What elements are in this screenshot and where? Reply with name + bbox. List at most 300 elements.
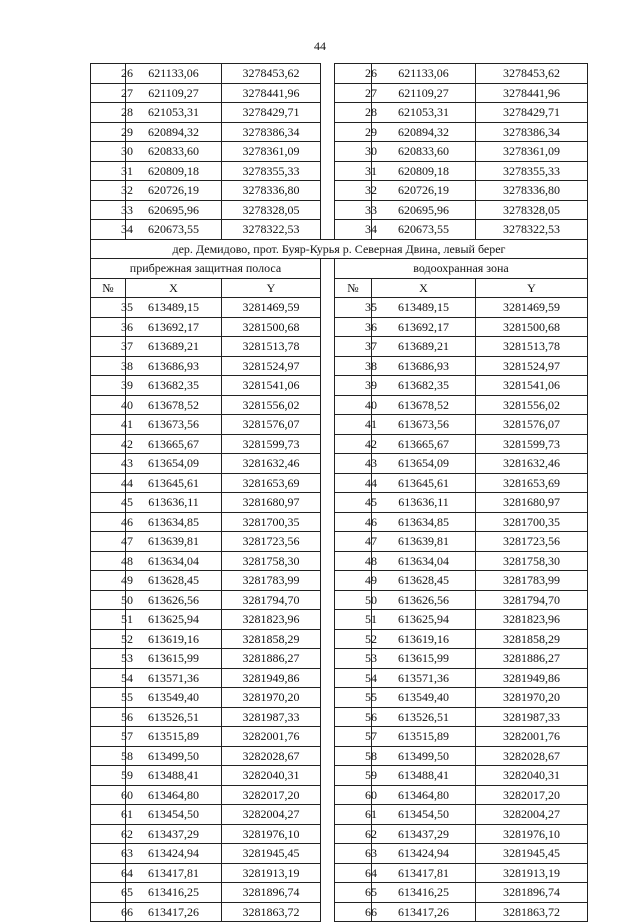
x-coordinate-right: 613416,25 xyxy=(372,883,476,903)
point-number-right: 29 xyxy=(335,122,372,142)
x-coordinate-left: 613686,93 xyxy=(126,356,222,376)
table-row xyxy=(91,590,588,610)
y-coordinate-right: 3282040,31 xyxy=(476,766,588,786)
point-number-left: 60 xyxy=(91,785,126,805)
table-row xyxy=(91,727,588,747)
x-coordinate-right: 613488,41 xyxy=(372,766,476,786)
table-row xyxy=(91,532,588,552)
x-coordinate-right: 613636,11 xyxy=(372,493,476,513)
point-number-left: 38 xyxy=(91,356,126,376)
x-coordinate-right: 613417,81 xyxy=(372,863,476,883)
x-coordinate-left: 620833,60 xyxy=(126,142,222,162)
point-number-left: 56 xyxy=(91,707,126,727)
point-number-left: 32 xyxy=(91,181,126,201)
column-gap xyxy=(321,142,335,162)
point-number-right: 47 xyxy=(335,532,372,552)
x-coordinate-right: 613499,50 xyxy=(372,746,476,766)
point-number-right: 52 xyxy=(335,629,372,649)
table-row xyxy=(91,161,588,181)
point-number-right: 34 xyxy=(335,220,372,240)
point-number-right: 48 xyxy=(335,551,372,571)
column-gap xyxy=(321,785,335,805)
table-row xyxy=(91,668,588,688)
table-row xyxy=(91,103,588,123)
y-coordinate-left: 3281863,72 xyxy=(222,902,321,922)
y-coordinate-left: 3282017,20 xyxy=(222,785,321,805)
column-gap xyxy=(321,844,335,864)
x-coordinate-left: 613665,67 xyxy=(126,434,222,454)
column-gap xyxy=(321,727,335,747)
column-gap xyxy=(321,103,335,123)
x-coordinate-right: 613673,56 xyxy=(372,415,476,435)
x-coordinate-right: 613665,67 xyxy=(372,434,476,454)
point-number-left: 44 xyxy=(91,473,126,493)
column-gap xyxy=(321,220,335,240)
table-row xyxy=(91,64,588,84)
point-number-right: 62 xyxy=(335,824,372,844)
y-coordinate-right: 3281858,29 xyxy=(476,629,588,649)
point-number-left: 59 xyxy=(91,766,126,786)
point-number-right: 50 xyxy=(335,590,372,610)
point-number-left: 62 xyxy=(91,824,126,844)
table-row xyxy=(91,863,588,883)
x-coordinate-right: 620894,32 xyxy=(372,122,476,142)
y-coordinate-right: 3282004,27 xyxy=(476,805,588,825)
y-coordinate-left: 3281680,97 xyxy=(222,493,321,513)
y-coordinate-left: 3281758,30 xyxy=(222,551,321,571)
y-coordinate-right: 3278453,62 xyxy=(476,64,588,84)
point-number-left: 41 xyxy=(91,415,126,435)
column-gap xyxy=(321,805,335,825)
x-coordinate-left: 621133,06 xyxy=(126,64,222,84)
point-number-right: 61 xyxy=(335,805,372,825)
y-coordinate-left: 3281541,06 xyxy=(222,376,321,396)
column-gap xyxy=(321,746,335,766)
x-coordinate-left: 613571,36 xyxy=(126,668,222,688)
y-coordinate-left: 3282004,27 xyxy=(222,805,321,825)
point-number-left: 47 xyxy=(91,532,126,552)
y-coordinate-right: 3281469,59 xyxy=(476,298,588,318)
table-row xyxy=(91,493,588,513)
x-coordinate-right: 613628,45 xyxy=(372,571,476,591)
point-number-left: 34 xyxy=(91,220,126,240)
x-coordinate-left: 613499,50 xyxy=(126,746,222,766)
point-number-right: 56 xyxy=(335,707,372,727)
y-coordinate-right: 3278441,96 xyxy=(476,83,588,103)
point-number-left: 53 xyxy=(91,649,126,669)
x-coordinate-right: 613424,94 xyxy=(372,844,476,864)
point-number-right: 65 xyxy=(335,883,372,903)
x-coordinate-right: 613526,51 xyxy=(372,707,476,727)
x-coordinate-right: 613464,80 xyxy=(372,785,476,805)
column-gap xyxy=(321,668,335,688)
column-gap xyxy=(321,493,335,513)
x-coordinate-left: 613636,11 xyxy=(126,493,222,513)
column-gap xyxy=(321,64,335,84)
y-coordinate-right: 3281500,68 xyxy=(476,317,588,337)
column-gap xyxy=(321,883,335,903)
x-coordinate-right: 620726,19 xyxy=(372,181,476,201)
column-gap xyxy=(321,278,335,298)
x-coordinate-left: 613673,56 xyxy=(126,415,222,435)
x-coordinate-right: 613417,26 xyxy=(372,902,476,922)
table-row xyxy=(91,805,588,825)
point-number-left: 31 xyxy=(91,161,126,181)
y-coordinate-right: 3281913,19 xyxy=(476,863,588,883)
y-coordinate-left: 3281632,46 xyxy=(222,454,321,474)
y-coordinate-left: 3281945,45 xyxy=(222,844,321,864)
y-coordinate-left: 3281500,68 xyxy=(222,317,321,337)
table-row xyxy=(91,317,588,337)
point-number-left: 36 xyxy=(91,317,126,337)
point-number-right: 36 xyxy=(335,317,372,337)
point-number-right: 41 xyxy=(335,415,372,435)
column-gap xyxy=(321,317,335,337)
y-coordinate-right: 3281896,74 xyxy=(476,883,588,903)
y-coordinate-left: 3281576,07 xyxy=(222,415,321,435)
table-row xyxy=(91,512,588,532)
y-coordinate-right: 3281541,06 xyxy=(476,376,588,396)
column-gap xyxy=(321,707,335,727)
table-row xyxy=(91,337,588,357)
x-coordinate-right: 613682,35 xyxy=(372,376,476,396)
point-number-right: 32 xyxy=(335,181,372,201)
header-y-left: Y xyxy=(222,278,321,298)
x-coordinate-right: 613454,50 xyxy=(372,805,476,825)
column-gap xyxy=(321,122,335,142)
y-coordinate-right: 3281987,33 xyxy=(476,707,588,727)
x-coordinate-left: 620673,55 xyxy=(126,220,222,240)
y-coordinate-right: 3281794,70 xyxy=(476,590,588,610)
point-number-left: 55 xyxy=(91,688,126,708)
point-number-right: 40 xyxy=(335,395,372,415)
x-coordinate-left: 613682,35 xyxy=(126,376,222,396)
header-number-left: № xyxy=(91,278,126,298)
table-row xyxy=(91,551,588,571)
x-coordinate-left: 621053,31 xyxy=(126,103,222,123)
x-coordinate-left: 613417,81 xyxy=(126,863,222,883)
point-number-left: 49 xyxy=(91,571,126,591)
x-coordinate-left: 613489,15 xyxy=(126,298,222,318)
point-number-left: 37 xyxy=(91,337,126,357)
x-coordinate-right: 613686,93 xyxy=(372,356,476,376)
x-coordinate-left: 613488,41 xyxy=(126,766,222,786)
x-coordinate-left: 620894,32 xyxy=(126,122,222,142)
point-number-left: 43 xyxy=(91,454,126,474)
point-number-right: 30 xyxy=(335,142,372,162)
x-coordinate-left: 613654,09 xyxy=(126,454,222,474)
x-coordinate-right: 613678,52 xyxy=(372,395,476,415)
point-number-left: 46 xyxy=(91,512,126,532)
point-number-right: 59 xyxy=(335,766,372,786)
point-number-left: 54 xyxy=(91,668,126,688)
column-gap xyxy=(321,454,335,474)
table-row xyxy=(91,766,588,786)
point-number-left: 64 xyxy=(91,863,126,883)
column-gap xyxy=(321,161,335,181)
x-coordinate-left: 613626,56 xyxy=(126,590,222,610)
y-coordinate-left: 3278355,33 xyxy=(222,161,321,181)
table-row xyxy=(91,376,588,396)
x-coordinate-right: 620833,60 xyxy=(372,142,476,162)
x-coordinate-right: 613645,61 xyxy=(372,473,476,493)
point-number-right: 38 xyxy=(335,356,372,376)
x-coordinate-left: 613549,40 xyxy=(126,688,222,708)
point-number-right: 51 xyxy=(335,610,372,630)
point-number-left: 27 xyxy=(91,83,126,103)
point-number-right: 43 xyxy=(335,454,372,474)
x-coordinate-right: 613634,85 xyxy=(372,512,476,532)
y-coordinate-right: 3281863,72 xyxy=(476,902,588,922)
column-gap xyxy=(321,512,335,532)
y-coordinate-left: 3281469,59 xyxy=(222,298,321,318)
y-coordinate-right: 3281556,02 xyxy=(476,395,588,415)
x-coordinate-right: 613626,56 xyxy=(372,590,476,610)
table-row xyxy=(91,200,588,220)
x-coordinate-right: 613437,29 xyxy=(372,824,476,844)
x-coordinate-left: 613628,45 xyxy=(126,571,222,591)
section-title: дер. Демидово, прот. Буяр-Курья р. Северная Двина, левый берег xyxy=(91,239,588,259)
y-coordinate-left: 3278453,62 xyxy=(222,64,321,84)
point-number-left: 39 xyxy=(91,376,126,396)
point-number-left: 52 xyxy=(91,629,126,649)
point-number-right: 54 xyxy=(335,668,372,688)
header-y-right: Y xyxy=(476,278,588,298)
table-row xyxy=(91,454,588,474)
x-coordinate-right: 621109,27 xyxy=(372,83,476,103)
x-coordinate-left: 613437,29 xyxy=(126,824,222,844)
x-coordinate-left: 613634,04 xyxy=(126,551,222,571)
y-coordinate-right: 3281758,30 xyxy=(476,551,588,571)
table-row xyxy=(91,473,588,493)
point-number-left: 40 xyxy=(91,395,126,415)
y-coordinate-right: 3281976,10 xyxy=(476,824,588,844)
x-coordinate-right: 620695,96 xyxy=(372,200,476,220)
column-gap xyxy=(321,395,335,415)
x-coordinate-left: 613615,99 xyxy=(126,649,222,669)
column-gap xyxy=(321,356,335,376)
y-coordinate-right: 3281524,97 xyxy=(476,356,588,376)
point-number-right: 28 xyxy=(335,103,372,123)
point-number-right: 42 xyxy=(335,434,372,454)
point-number-left: 42 xyxy=(91,434,126,454)
y-coordinate-right: 3278386,34 xyxy=(476,122,588,142)
column-gap xyxy=(321,863,335,883)
point-number-right: 27 xyxy=(335,83,372,103)
x-coordinate-left: 613692,17 xyxy=(126,317,222,337)
table-row xyxy=(91,902,588,922)
x-coordinate-left: 613424,94 xyxy=(126,844,222,864)
table-row xyxy=(91,83,588,103)
x-coordinate-left: 620695,96 xyxy=(126,200,222,220)
column-gap xyxy=(321,824,335,844)
table-row xyxy=(91,785,588,805)
point-number-right: 37 xyxy=(335,337,372,357)
y-coordinate-right: 3282028,67 xyxy=(476,746,588,766)
y-coordinate-left: 3278361,09 xyxy=(222,142,321,162)
y-coordinate-right: 3278322,53 xyxy=(476,220,588,240)
y-coordinate-right: 3281783,99 xyxy=(476,571,588,591)
y-coordinate-left: 3281896,74 xyxy=(222,883,321,903)
left-subtitle: прибрежная защитная полоса xyxy=(91,259,321,279)
column-gap xyxy=(321,688,335,708)
y-coordinate-left: 3281886,27 xyxy=(222,649,321,669)
x-coordinate-right: 621053,31 xyxy=(372,103,476,123)
x-coordinate-right: 613571,36 xyxy=(372,668,476,688)
y-coordinate-right: 3281970,20 xyxy=(476,688,588,708)
y-coordinate-left: 3281913,19 xyxy=(222,863,321,883)
y-coordinate-left: 3281723,56 xyxy=(222,532,321,552)
point-number-left: 61 xyxy=(91,805,126,825)
y-coordinate-right: 3281945,45 xyxy=(476,844,588,864)
column-gap xyxy=(321,298,335,318)
point-number-right: 60 xyxy=(335,785,372,805)
point-number-right: 46 xyxy=(335,512,372,532)
point-number-right: 66 xyxy=(335,902,372,922)
x-coordinate-left: 621109,27 xyxy=(126,83,222,103)
table-row xyxy=(91,629,588,649)
column-gap xyxy=(321,259,335,279)
y-coordinate-left: 3278322,53 xyxy=(222,220,321,240)
point-number-left: 63 xyxy=(91,844,126,864)
point-number-right: 58 xyxy=(335,746,372,766)
y-coordinate-right: 3282017,20 xyxy=(476,785,588,805)
column-gap xyxy=(321,902,335,922)
table-row xyxy=(91,844,588,864)
x-coordinate-right: 613619,16 xyxy=(372,629,476,649)
y-coordinate-right: 3281700,35 xyxy=(476,512,588,532)
coordinates-table-container xyxy=(90,63,587,922)
y-coordinate-right: 3281513,78 xyxy=(476,337,588,357)
coordinates-table xyxy=(90,63,588,922)
point-number-left: 65 xyxy=(91,883,126,903)
table-row xyxy=(91,610,588,630)
column-gap xyxy=(321,551,335,571)
point-number-right: 39 xyxy=(335,376,372,396)
y-coordinate-right: 3282001,76 xyxy=(476,727,588,747)
x-coordinate-left: 613689,21 xyxy=(126,337,222,357)
table-row xyxy=(91,142,588,162)
point-number-right: 44 xyxy=(335,473,372,493)
y-coordinate-right: 3281949,86 xyxy=(476,668,588,688)
table-row xyxy=(91,415,588,435)
x-coordinate-right: 620809,18 xyxy=(372,161,476,181)
point-number-left: 29 xyxy=(91,122,126,142)
y-coordinate-right: 3281576,07 xyxy=(476,415,588,435)
point-number-left: 66 xyxy=(91,902,126,922)
point-number-left: 57 xyxy=(91,727,126,747)
column-gap xyxy=(321,434,335,454)
x-coordinate-left: 613526,51 xyxy=(126,707,222,727)
y-coordinate-left: 3281783,99 xyxy=(222,571,321,591)
x-coordinate-right: 613692,17 xyxy=(372,317,476,337)
x-coordinate-left: 613645,61 xyxy=(126,473,222,493)
y-coordinate-left: 3278336,80 xyxy=(222,181,321,201)
x-coordinate-right: 620673,55 xyxy=(372,220,476,240)
x-coordinate-left: 613619,16 xyxy=(126,629,222,649)
point-number-right: 64 xyxy=(335,863,372,883)
column-gap xyxy=(321,766,335,786)
table-row xyxy=(91,220,588,240)
y-coordinate-left: 3281794,70 xyxy=(222,590,321,610)
column-gap xyxy=(321,571,335,591)
point-number-left: 28 xyxy=(91,103,126,123)
x-coordinate-left: 613625,94 xyxy=(126,610,222,630)
header-x-right: X xyxy=(372,278,476,298)
table-row xyxy=(91,298,588,318)
point-number-right: 49 xyxy=(335,571,372,591)
x-coordinate-right: 613689,21 xyxy=(372,337,476,357)
y-coordinate-left: 3281700,35 xyxy=(222,512,321,532)
table-row xyxy=(91,356,588,376)
table-row xyxy=(91,395,588,415)
x-coordinate-right: 613489,15 xyxy=(372,298,476,318)
y-coordinate-left: 3281556,02 xyxy=(222,395,321,415)
point-number-right: 55 xyxy=(335,688,372,708)
column-gap xyxy=(321,629,335,649)
point-number-left: 33 xyxy=(91,200,126,220)
column-gap xyxy=(321,532,335,552)
column-gap xyxy=(321,337,335,357)
point-number-right: 45 xyxy=(335,493,372,513)
column-gap xyxy=(321,415,335,435)
point-number-left: 35 xyxy=(91,298,126,318)
x-coordinate-right: 613515,89 xyxy=(372,727,476,747)
y-coordinate-left: 3281599,73 xyxy=(222,434,321,454)
point-number-right: 31 xyxy=(335,161,372,181)
x-coordinate-right: 613615,99 xyxy=(372,649,476,669)
y-coordinate-right: 3281653,69 xyxy=(476,473,588,493)
column-gap xyxy=(321,376,335,396)
y-coordinate-left: 3281970,20 xyxy=(222,688,321,708)
x-coordinate-right: 613654,09 xyxy=(372,454,476,474)
header-x-left: X xyxy=(126,278,222,298)
column-gap xyxy=(321,200,335,220)
column-gap xyxy=(321,590,335,610)
y-coordinate-left: 3278441,96 xyxy=(222,83,321,103)
point-number-left: 50 xyxy=(91,590,126,610)
x-coordinate-left: 613515,89 xyxy=(126,727,222,747)
page-number: 44 xyxy=(314,39,326,53)
y-coordinate-right: 3278429,71 xyxy=(476,103,588,123)
x-coordinate-left: 613416,25 xyxy=(126,883,222,903)
y-coordinate-right: 3281886,27 xyxy=(476,649,588,669)
point-number-left: 45 xyxy=(91,493,126,513)
point-number-right: 57 xyxy=(335,727,372,747)
x-coordinate-left: 613464,80 xyxy=(126,785,222,805)
x-coordinate-right: 613639,81 xyxy=(372,532,476,552)
y-coordinate-left: 3281653,69 xyxy=(222,473,321,493)
y-coordinate-right: 3278361,09 xyxy=(476,142,588,162)
table-row xyxy=(91,824,588,844)
column-gap xyxy=(321,649,335,669)
y-coordinate-left: 3281949,86 xyxy=(222,668,321,688)
y-coordinate-left: 3281987,33 xyxy=(222,707,321,727)
y-coordinate-right: 3281723,56 xyxy=(476,532,588,552)
x-coordinate-right: 621133,06 xyxy=(372,64,476,84)
table-row xyxy=(91,181,588,201)
table-row xyxy=(91,649,588,669)
y-coordinate-right: 3278336,80 xyxy=(476,181,588,201)
table-row xyxy=(91,122,588,142)
y-coordinate-left: 3281524,97 xyxy=(222,356,321,376)
y-coordinate-left: 3278328,05 xyxy=(222,200,321,220)
right-subtitle: водоохранная зона xyxy=(335,259,588,279)
column-gap xyxy=(321,610,335,630)
x-coordinate-left: 620726,19 xyxy=(126,181,222,201)
point-number-left: 26 xyxy=(91,64,126,84)
x-coordinate-right: 613549,40 xyxy=(372,688,476,708)
